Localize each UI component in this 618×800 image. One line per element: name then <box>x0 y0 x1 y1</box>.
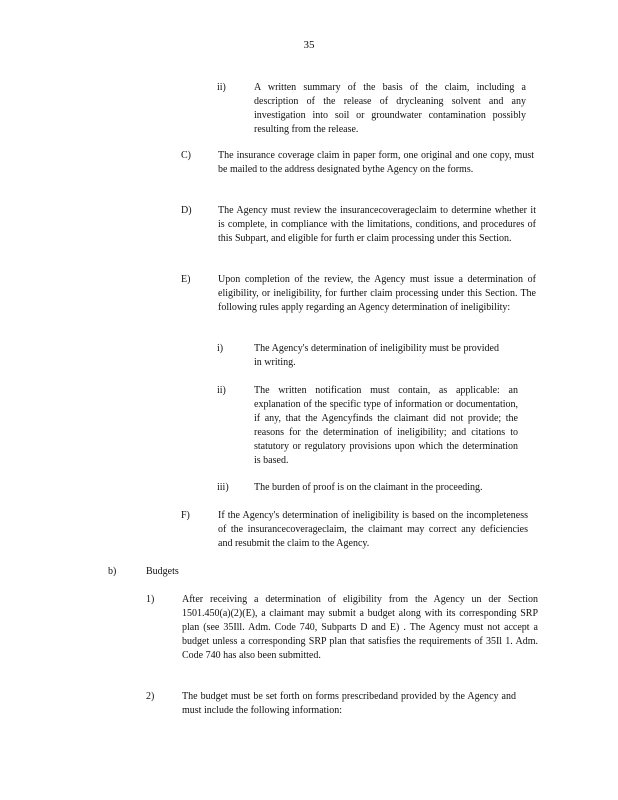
item-text-e: Upon completion of the review, the Agency must issue a determination of eligibility, or ineligibility, for further claim processing under this Section. The following rules apply regarding an Agency determination of ineligibility: <box>218 274 536 313</box>
item-text-f: If the Agency's determination of ineligibility is based on the incompleteness of the insurancecoverageclaim, the claimant may correct any deficiencies and resubmit the claim to the Agency. <box>218 510 528 549</box>
item-label-e-ii: ii) <box>217 385 226 396</box>
item-label-c: C) <box>181 150 191 161</box>
item-label-b1: 1) <box>146 594 155 605</box>
item-text-a-ii: A written summary of the basis of the claim, including a description of the release of drycleaning solvent and any investigation into soil or groundwater contamination possibly resulting from the release. <box>254 82 526 135</box>
item-text-e-i: The Agency's determination of ineligibility must be provided in writing. <box>254 343 499 368</box>
item-text-b1: After receiving a determination of eligibility from the Agency un der Section 1501.450(a)(2)(E), a claimant may submit a budget along with its corresponding SRP plan (see 35Ill. Adm. Code 740, Subparts D and E) . The Agency must not accept a budget unless a corresponding SRP plan that satisfies the requirements of 35Il 1. Adm. Code 740 has also been submitted. <box>182 594 538 661</box>
item-label-b2: 2) <box>146 691 155 702</box>
item-text-e-ii: The written notification must contain, as applicable: an explanation of the specific type of information or documentation, if any, that the Agencyfinds the claimant did not provide; the reasons for the determination of ineligibility; and citations to statutory or regulatory provisions upon which the determination is based. <box>254 385 518 466</box>
section-heading-budgets: Budgets <box>146 566 179 577</box>
item-text-e-iii: The burden of proof is on the claimant in the proceeding. <box>254 482 483 493</box>
item-text-d: The Agency must review the insurancecoverageclaim to determine whether it is complete, in compliance with the limitations, conditions, and procedures of this Subpart, and eligible for furth er claim processing under this Section. <box>218 205 536 244</box>
item-label-e-i: i) <box>217 343 224 354</box>
item-text-b2: The budget must be set forth on forms prescribedand provided by the Agency and must include the following information: <box>182 691 516 716</box>
item-label-d: D) <box>181 205 192 216</box>
item-text-c: The insurance coverage claim in paper form, one original and one copy, must be mailed to the address designated bythe Agency on the forms. <box>218 150 534 175</box>
item-label-a-ii: ii) <box>217 82 226 93</box>
section-label-b: b) <box>108 566 117 577</box>
item-label-f: F) <box>181 510 190 521</box>
page-number: 35 <box>303 39 315 51</box>
item-label-e-iii: iii) <box>217 482 229 493</box>
item-label-e: E) <box>181 274 191 285</box>
